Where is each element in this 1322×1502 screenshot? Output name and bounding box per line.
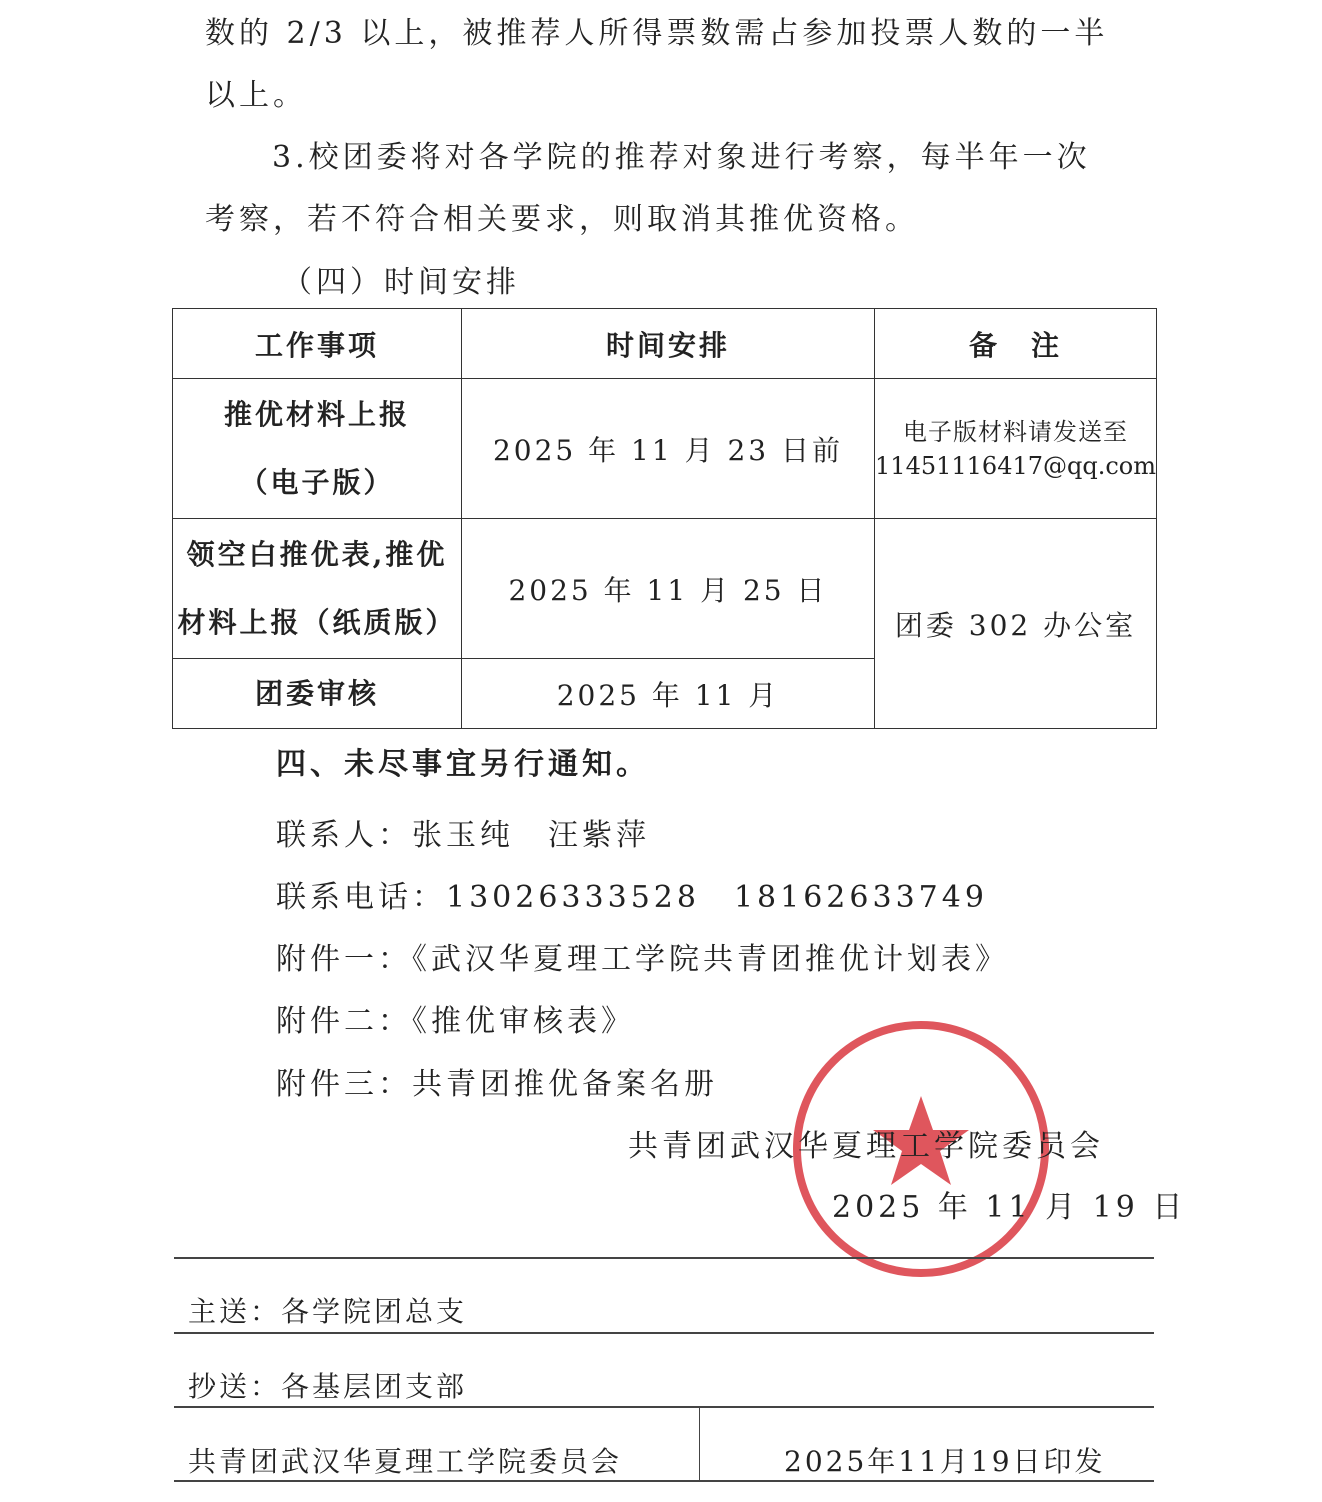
- attachment-2: 附件二：《推优审核表》: [276, 1004, 635, 1039]
- paragraph-line: 3.校团委将对各学院的推荐对象进行考察，每半年一次: [272, 140, 1091, 175]
- issue-date: 2025年11月19日印发: [784, 1445, 1106, 1478]
- contact-person: 联系人：张玉纯 汪紫萍: [276, 818, 650, 853]
- table-header-row: [173, 309, 1157, 379]
- paragraph-line: 数的 2/3 以上，被推荐人所得票数需占参加投票人数的一半: [205, 16, 1109, 51]
- item-text: 推优材料上报: [223, 397, 410, 431]
- main-send: 主送：各学院团总支: [188, 1295, 468, 1328]
- time-cell: 2025 年 11 月 25 日: [461, 519, 874, 659]
- item-text: 材料上报（纸质版）: [177, 605, 457, 639]
- attachment-1: 附件一：《武汉华夏理工学院共青团推优计划表》: [276, 942, 1009, 977]
- paragraph-line: 考察，若不符合相关要求，则取消其推优资格。: [205, 202, 919, 237]
- header-cell: 工作事项: [173, 309, 462, 379]
- issuer: 共青团武汉华夏理工学院委员会: [188, 1445, 623, 1478]
- note-cell: 团委 302 办公室: [875, 519, 1157, 729]
- item-cell: [173, 519, 462, 659]
- header-cell: 时间安排: [461, 309, 874, 379]
- schedule-table: [172, 308, 1157, 729]
- item-cell: [173, 379, 462, 519]
- note-text: 电子版材料请发送至: [903, 417, 1129, 446]
- divider-vertical: [699, 1407, 700, 1481]
- note-cell: [875, 379, 1157, 519]
- paragraph-line: 以上。: [205, 78, 307, 113]
- divider: [174, 1406, 1154, 1408]
- signature-date: 2025 年 11 月 19 日: [832, 1190, 1187, 1225]
- divider: [174, 1332, 1154, 1334]
- time-cell: 2025 年 11 月: [461, 659, 874, 729]
- table-row: [173, 519, 1157, 659]
- closing-heading: 四、未尽事宜另行通知。: [276, 747, 650, 782]
- divider: [174, 1480, 1154, 1482]
- section-heading: （四）时间安排: [282, 265, 520, 300]
- item-text: （电子版）: [239, 465, 395, 499]
- time-cell: 2025 年 11 月 23 日前: [461, 379, 874, 519]
- contact-phone: 联系电话：13026333528 18162633749: [276, 880, 988, 915]
- header-cell: 备 注: [875, 309, 1157, 379]
- divider: [174, 1257, 1154, 1259]
- signature-organization: 共青团武汉华夏理工学院委员会: [628, 1129, 1104, 1164]
- cc: 抄送：各基层团支部: [188, 1370, 468, 1403]
- table-row: [173, 379, 1157, 519]
- item-text: 领空白推优表,推优: [186, 537, 448, 571]
- attachment-3: 附件三：共青团推优备案名册: [276, 1067, 718, 1102]
- email-text: 1145111641​7@qq.com: [875, 451, 1156, 480]
- item-cell: 团委审核: [173, 659, 462, 729]
